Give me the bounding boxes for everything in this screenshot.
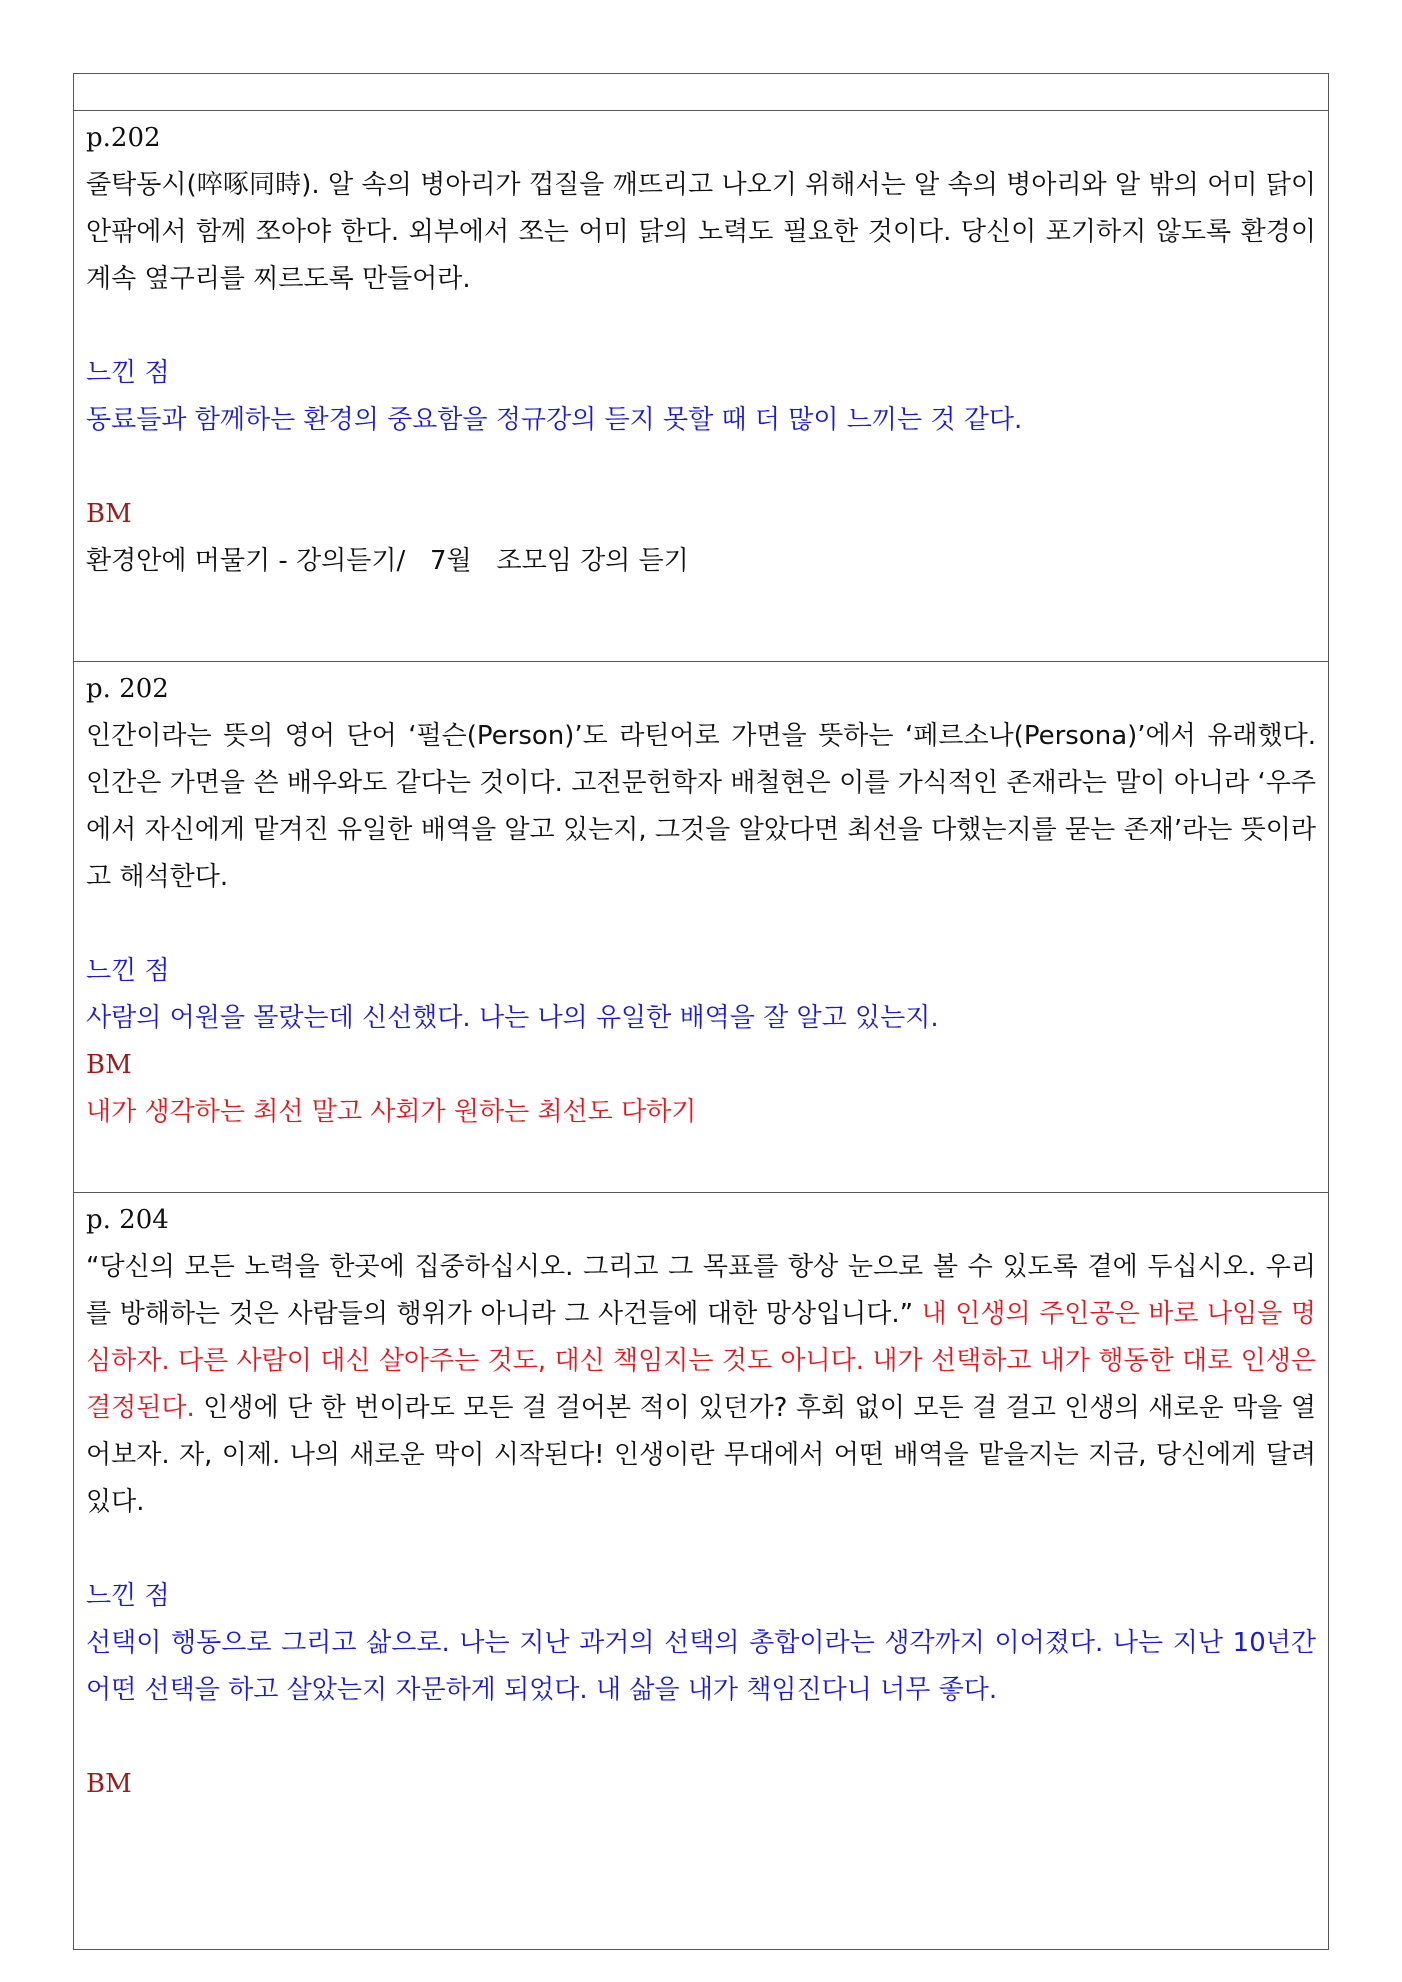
bm-label: BM [86, 499, 132, 529]
feeling-text: 사람의 어원을 몰랐는데 신선했다. 나는 나의 유일한 배역을 잘 알고 있는지. [86, 1003, 939, 1033]
quote-part-plain: “당신의 모든 노력을 한곳에 집중하십시오. 그리고 그 목표를 항상 눈으로 볼 수 있도록 곁에 두십시오. 우리를 방해하는 것은 사람들의 행위가 아니라 그 사건들에 대한 망상입니다.” [86, 1252, 1316, 1329]
quote-text [86, 1244, 1316, 1526]
note-entry-2 [74, 662, 1328, 1193]
empty-header-row [74, 74, 1328, 111]
page-reference: p. 204 [86, 1205, 169, 1235]
page-reference: p. 202 [86, 674, 169, 704]
quote-text: 줄탁동시(啐啄同時). 알 속의 병아리가 껍질을 깨뜨리고 나오기 위해서는 알 속의 병아리와 알 밖의 어미 닭이 안팎에서 함께 쪼아야 한다. 외부에서 쪼는 어미 닭의 노력도 필요한 것이다. 당신이 포기하지 않도록 환경이 계속 옆구리를 찌르도록 만들어라. [86, 170, 1316, 294]
feeling-label: 느낀 점 [86, 956, 170, 986]
bm-label: BM [86, 1769, 132, 1799]
bm-label: BM [86, 1050, 132, 1080]
quote-text: 인간이라는 뜻의 영어 단어 ‘펄슨(Person)’도 라틴어로 가면을 뜻하는 ‘페르소나(Persona)’에서 유래했다. 인간은 가면을 쓴 배우와도 같다는 것이다. 고전문헌학자 배철현은 이를 가식적인 존재라는 말이 아니라 ‘우주에서 자신에게 맡겨진 유일한 배역을 알고 있는지, 그것을 알았다면 최선을 다했는지를 묻는 존재’라는 뜻이라고 해석한다. [86, 721, 1316, 892]
feeling-text: 선택이 행동으로 그리고 삶으로. 나는 지난 과거의 선택의 총합이라는 생각까지 이어졌다. 나는 지난 10년간 어떤 선택을 하고 살았는지 자문하게 되었다. 내 삶을 내가 책임진다니 너무 좋다. [86, 1628, 1316, 1705]
page-reference: p.202 [86, 123, 161, 153]
quote-part-plain-end: 인생에 단 한 번이라도 모든 걸 걸어본 적이 있던가? 후회 없이 모든 걸 걸고 인생의 새로운 막을 열어보자. 자, 이제. 나의 새로운 막이 시작된다! 인생이란 무대에서 어떤 배역을 맡을지는 지금, 당신에게 달려 있다. [86, 1393, 1316, 1517]
feeling-label: 느낀 점 [86, 1581, 170, 1611]
feeling-text: 동료들과 함께하는 환경의 중요함을 정규강의 듣지 못할 때 더 많이 느끼는 것 같다. [86, 405, 1023, 435]
feeling-label: 느낀 점 [86, 358, 170, 388]
bm-text: 환경안에 머물기 - 강의듣기/ 7월 조모임 강의 듣기 [86, 546, 689, 576]
note-entry-1 [74, 111, 1328, 662]
note-entry-3 [74, 1193, 1328, 1949]
notes-table [73, 73, 1329, 1950]
quote-part-highlight: 내 인생의 주인공은 바로 나임을 명심하자. 다른 사람이 대신 살아주는 것도, 대신 책임지는 것도 아니다. 내가 선택하고 내가 행동한 대로 인생은 결정된다. [86, 1299, 1317, 1423]
bm-text: 내가 생각하는 최선 말고 사회가 원하는 최선도 다하기 [86, 1097, 697, 1127]
